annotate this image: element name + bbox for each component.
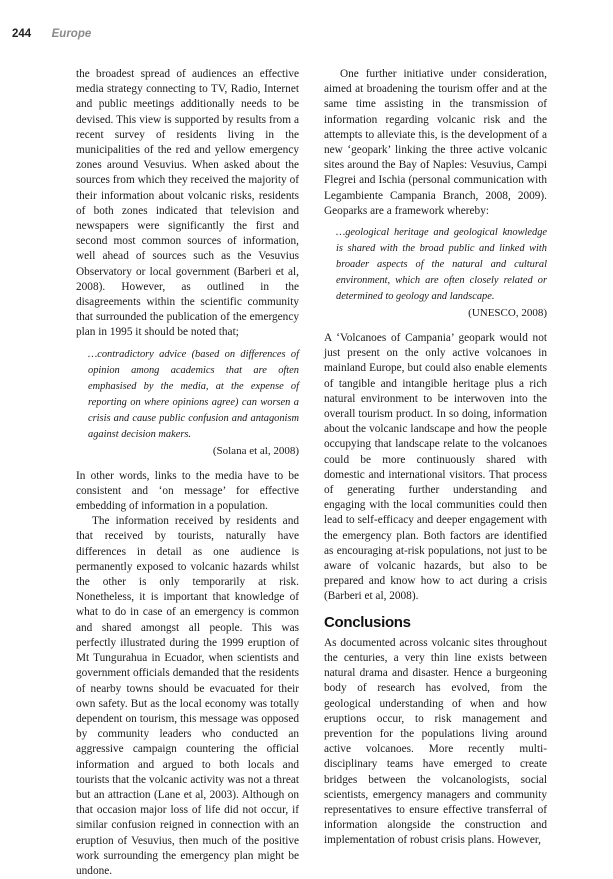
body-paragraph: the broadest spread of audiences an effective media strategy connecting to TV, Radio, Internet and public meetings additionally needs to be devised. This view is supported by results from a recent survey of residents living in the municipalities of the red and yellow emergency zones around Vesuvius. When asked about the sources from which they received the majority of their information about volcanic risks, residents of both zones indicated that television and newspapers were significantly the first and second most common sources of information, well ahead of sources such as the Vesuvius Observatory or local government (Barberi et al, 2008). However, as outlined in the disagreements within the scientific community that surrounded the publication of the emergency plan in 1995 it should be noted that;	[76, 68, 299, 339]
quote-citation: (Solana et al, 2008)	[212, 444, 299, 457]
quote-text: …geological heritage and geological knowledge is shared with the broad public and linked with broader aspects of the natural and cultural environment, which are often closely related or determined to geology and landscape.	[336, 227, 547, 303]
body-paragraph: One further initiative under consideration, aimed at broadening the tourism offer and at the same time assisting in the transmission of information regarding volcanic risk and the attempts to alleviate this, is the development of a new ‘geopark’ linking the three active volcanic sites around the Bay of Naples: Vesuvius, Campi Flegrei and Ischia (personal communication with Legambiente Campania Branch, 2008, 2009). Geoparks are a framework whereby:	[324, 68, 547, 217]
body-paragraph: As documented across volcanic sites throughout the centuries, a very thin line exists between natural drama and disaster. Hence a burgeoning body of research has evolved, from the geological understanding of when and how eruptions occur, to risk management and prevention for the populations living around active volcanoes. More recently multi-disciplinary teams have emerged to create bridges between the volcanologists, social scientists, emergency managers and community representatives to ensure effective transferral of information alongside the construction and implementation of robust crisis plans. However,	[324, 636, 547, 847]
block-quote	[336, 225, 547, 321]
block-quote	[88, 347, 299, 459]
body-paragraph: In other words, links to the media have to be consistent and ‘on message’ for effective embedding of information in a population.	[76, 469, 299, 513]
body-paragraph: A ‘Volcanoes of Campania’ geopark would not just present on the only active volcanoes in mainland Europe, but could also enable elements of tangible and intangible heritage plus a rich natural environment to be interwoven into the overall tourism product. In so doing, information about the volcanic landscape and how the people occupying that landscape relate to the volcanoes could be more continuously shared with domestic and international visitors. That process of generating further understanding and engaging with the local communities could then lead to self-efficacy and deeper engagement with the emergency plan. Both factors are identified as encouraging at-risk populations, not just to be aware of volcanic hazards, but also to be prepared and know how to act during a crisis (Barberi et al, 2008).	[324, 332, 547, 603]
page-number: 244	[12, 28, 32, 40]
body-paragraph: The information received by residents and that received by tourists, naturally have differences in detail as one audience is permanently exposed to volcanic hazards whilst the other is only temporarily at risk. Nonetheless, it is important that knowledge of what to do in case of an emergency is common and shared amongst all people. This was perfectly illustrated during the 1999 eruption of Mt Tungurahua in Ecuador, when scientists and government officials demanded that the residents of nearby towns should be evacuated for their own safety. But as the local economy was totally dependent on tourism, this message was opposed by community leaders who conducted an aggressive campaign countering the official information and argued to both locals and tourists that the volcanic activity was not a threat but an attraction (Lane et al, 2003). Although on that occasion major loss of life did not occur, if similar confusion reigned in connection with an eruption of Vesuvius, then much of the positive work surrounding the emergency plan might be undone.	[76, 515, 299, 877]
quote-text: …contradictory advice (based on differences of opinion among academics that are often emphasised by the media, at the expense of reporting on where opinions agree) can worsen a crisis and cause public confusion and antagonism against decision makers.	[88, 348, 299, 440]
running-header	[12, 24, 91, 38]
section-heading: Conclusions	[324, 613, 411, 631]
quote-citation: (UNESCO, 2008)	[468, 307, 547, 320]
left-column	[76, 67, 299, 879]
running-title: Europe	[51, 28, 92, 40]
right-column	[324, 67, 547, 849]
